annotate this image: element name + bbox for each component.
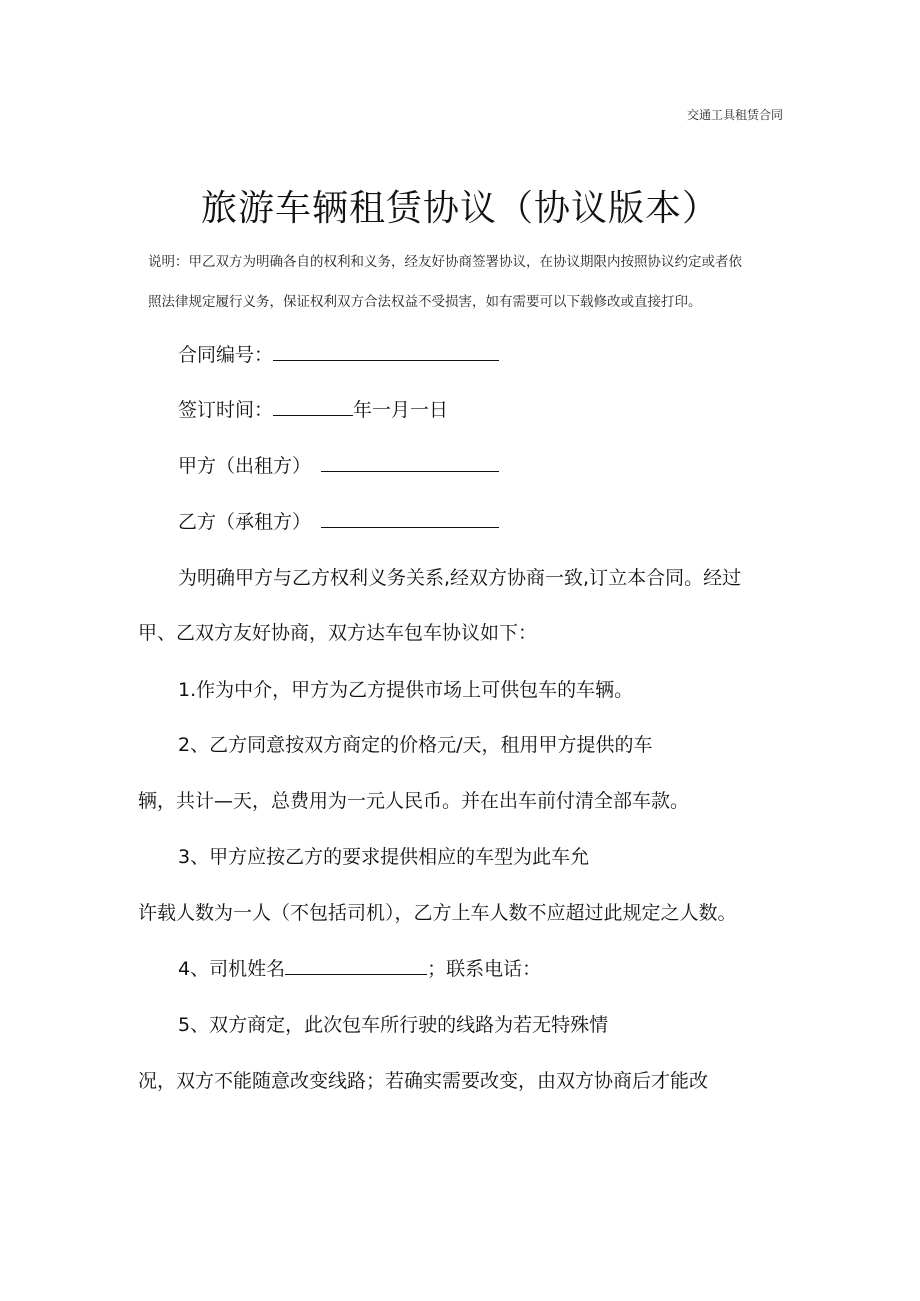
party-b-blank[interactable]	[321, 509, 499, 528]
clause-2-line-2: 辆，共计—天，总费用为一元人民币。并在出车前付清全部车款。	[138, 790, 690, 812]
sign-time-row	[178, 395, 448, 422]
sign-time-blank[interactable]	[273, 397, 353, 416]
preamble-line-2: 甲、乙双方友好协商，双方达车包车协议如下：	[138, 622, 538, 644]
clause-1: 1.作为中介，甲方为乙方提供市场上可供包车的车辆。	[178, 679, 634, 701]
driver-name-label: 4、司机姓名	[178, 958, 286, 980]
clause-3-line-2: 许载人数为一人（不包括司机），乙方上车人数不应超过此规定之人数。	[138, 902, 737, 924]
party-b-label: 乙方（承租方）	[178, 511, 312, 533]
contact-phone-label: ；联系电话：	[427, 958, 542, 980]
contract-number-row	[178, 340, 499, 367]
sign-time-label: 签订时间：	[178, 399, 274, 421]
party-a-row	[178, 451, 499, 478]
intro-line-1: 说明：甲乙双方为明确各自的权利和义务，经友好协商签署协议，在协议期限内按照协议约定或者依	[148, 254, 742, 270]
clause-2-line-1: 2、乙方同意按双方商定的价格元/天，租用甲方提供的车	[178, 734, 653, 756]
clause-4-row	[178, 954, 541, 981]
clause-5-line-2: 况，双方不能随意改变线路；若确实需要改变，由双方协商后才能改	[138, 1070, 709, 1092]
party-a-blank[interactable]	[321, 453, 499, 472]
clause-3-line-1: 3、甲方应按乙方的要求提供相应的车型为此车允	[178, 846, 590, 868]
contract-number-label: 合同编号：	[178, 344, 274, 366]
driver-name-blank[interactable]	[285, 956, 427, 975]
document-title: 旅游车辆租赁协议（协议版本）	[200, 188, 719, 229]
sign-time-suffix: 年一月一日	[353, 399, 449, 421]
preamble-line-1: 为明确甲方与乙方权利义务关系,经双方协商一致,订立本合同。经过	[178, 567, 742, 589]
clause-5-line-1: 5、双方商定，此次包车所行驶的线路为若无特殊情	[178, 1014, 609, 1036]
header-doc-type: 交通工具租赁合同	[686, 108, 783, 122]
contract-number-blank[interactable]	[273, 342, 499, 361]
party-a-label: 甲方（出租方）	[178, 455, 312, 477]
party-b-row	[178, 507, 499, 534]
intro-line-2: 照法律规定履行义务，保证权利双方合法权益不受损害，如有需要可以下载修改或直接打印。	[148, 294, 702, 310]
